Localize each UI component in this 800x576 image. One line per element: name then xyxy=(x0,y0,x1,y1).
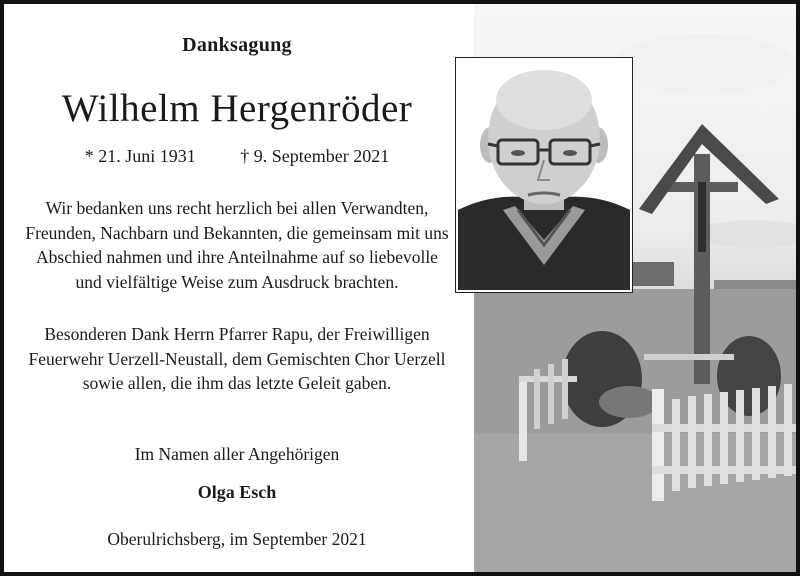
signer-name: Olga Esch xyxy=(197,482,277,502)
life-dates xyxy=(4,146,470,167)
text-column xyxy=(4,4,470,572)
special-thanks-paragraph: Besonderen Dank Herrn Pfarrer Rapu, der Freiwilligen Feuerwehr Uerzell-Neustall, dem Gemischten Chor Uerzell sowie allen, die ihm das letzte Geleit gaben. xyxy=(28,324,446,393)
thanks-paragraph: Wir bedanken uns recht herzlich bei allen Verwandten, Freunden, Nachbarn und Bekannten, die gemeinsam mit uns Abschied nahmen und ihre Anteilnahme auf so liebevolle und vielfältige Weise zum Ausdruck brachten. xyxy=(25,198,449,292)
deceased-name: Wilhelm Hergenröder xyxy=(61,87,413,130)
heading: Danksagung xyxy=(182,34,292,56)
birth-date: * 21. Juni 1931 xyxy=(84,146,196,166)
place-date: Oberulrichsberg, im September 2021 xyxy=(107,529,367,549)
signoff: Im Namen aller Angehörigen xyxy=(134,444,340,464)
death-date: † 9. September 2021 xyxy=(240,146,390,166)
portrait-photo xyxy=(455,57,633,293)
